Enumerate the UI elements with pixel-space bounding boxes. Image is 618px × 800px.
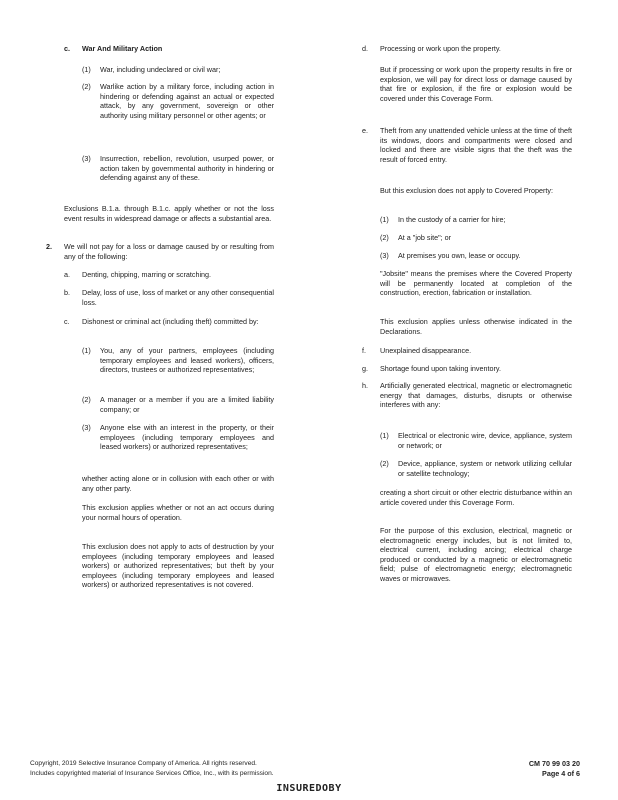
- energy-item-1: [362, 431, 572, 450]
- item-number: (2): [82, 82, 91, 91]
- form-number: CM 70 99 03 20: [528, 759, 580, 768]
- item-text: Shortage found upon taking inventory.: [380, 364, 501, 373]
- exclusions-note: Exclusions B.1.a. through B.1.c. apply whether or not the loss event results in widespread damage or affects a substantial area.: [64, 204, 274, 223]
- item-label: e.: [362, 126, 368, 135]
- item-number: (2): [380, 459, 389, 468]
- item-text: Unexplained disappearance.: [380, 346, 472, 355]
- item-text: At a "job site"; or: [398, 233, 452, 242]
- brand-watermark: INSUREDOBY: [276, 783, 342, 794]
- item-text: Insurrection, rebellion, revolution, usurped power, or action taken by governmental authority in hindering or defending against any of these.: [100, 154, 274, 183]
- war-item-2: [64, 82, 274, 120]
- item-text: At premises you own, lease or occupy.: [398, 251, 521, 260]
- item-number: (3): [82, 154, 91, 163]
- item-text: Electrical or electronic wire, device, appliance, system or network; or: [398, 431, 572, 450]
- dishonest-item-1: [64, 346, 274, 375]
- energy-item-2: [362, 459, 572, 478]
- item-text: Processing or work upon the property.: [380, 44, 501, 53]
- item-label: b.: [64, 288, 70, 297]
- war-item-1: [64, 65, 274, 75]
- item-text: Warlike action by a military force, including action in hindering or defending against an actual or expected attack, by any government, sovereign or other authority using military personnel or other agents; or: [100, 82, 274, 120]
- processing-more: But if processing or work upon the property results in fire or explosion, we will pay for direct loss or damage caused by that fire or explosion, if the fire or explosion would be covered under this Coverage Form.: [380, 65, 572, 103]
- item-text: Delay, loss of use, loss of market or any other consequential loss.: [82, 288, 274, 307]
- war-item-3: [64, 154, 274, 183]
- item-number: (1): [380, 215, 389, 224]
- item-label: d.: [362, 44, 368, 53]
- section-c-title: War And Military Action: [82, 44, 163, 53]
- item-label: g.: [362, 364, 368, 373]
- copyright-line-1: Copyright, 2019 Selective Insurance Company of America. All rights reserved.: [30, 760, 257, 767]
- item-number: (2): [380, 233, 389, 242]
- section-c-label: c.: [64, 44, 70, 53]
- item-number: (3): [380, 251, 389, 260]
- energy-purpose-text: For the purpose of this exclusion, electrical, magnetic or electromagnetic energy includes, but is not limited to, electrical current, including arcing; electrical charge produced or conducted by a magnetic or electromagnetic field; pulse of electromagnetic energy; electromagnetic waves or microwaves.: [380, 526, 572, 583]
- item-2b: [64, 288, 274, 307]
- item-text: In the custody of a carrier for hire;: [398, 215, 506, 224]
- item-text: Dishonest or criminal act (including theft) committed by:: [82, 317, 259, 326]
- item-2: [46, 242, 274, 261]
- dishonest-item-2: [64, 395, 274, 414]
- item-2-text: We will not pay for a loss or damage caused by or resulting from any of the following:: [64, 242, 274, 261]
- item-f: [362, 346, 572, 356]
- page-number: Page 4 of 6: [542, 768, 580, 778]
- item-e: [362, 126, 572, 164]
- dishonest-item-3: [64, 423, 274, 452]
- exclusion-applies-unless: This exclusion applies unless otherwise indicated in the Declarations.: [380, 317, 572, 336]
- item-number: (3): [82, 423, 91, 432]
- item-text: A manager or a member if you are a limited liability company; or: [100, 395, 274, 414]
- item-label: a.: [64, 270, 70, 279]
- item-text: You, any of your partners, employees (including temporary employees and leased workers), officers, directors, trustees or authorized representatives;: [100, 346, 274, 375]
- item-h: [362, 381, 572, 410]
- item-number: (2): [82, 395, 91, 404]
- form-footer: [500, 759, 580, 778]
- item-text: Device, appliance, system or network utilizing cellular or satellite technology;: [398, 459, 572, 478]
- item-g: [362, 364, 572, 374]
- item-number: (1): [82, 346, 91, 355]
- creating-short-circuit-text: creating a short circuit or other electric disturbance within an article covered under this Coverage Form.: [380, 488, 572, 507]
- exclusion-applies-text: This exclusion applies whether or not an act occurs during your normal hours of operation.: [82, 503, 274, 522]
- theft-item-2: [362, 233, 572, 243]
- item-number: (1): [82, 65, 91, 74]
- item-text: War, including undeclared or civil war;: [100, 65, 221, 74]
- item-2c: [64, 317, 274, 327]
- item-label: h.: [362, 381, 368, 390]
- theft-exception: But this exclusion does not apply to Covered Property:: [380, 186, 553, 195]
- theft-item-1: [362, 215, 572, 225]
- item-text: Artificially generated electrical, magnetic or electromagnetic energy that damages, disturbs, disrupts or otherwise interferes with any:: [380, 381, 572, 410]
- item-text: Anyone else with an interest in the property, or their employees (including temporary employees and leased workers) or authorized representatives;: [100, 423, 274, 452]
- copyright-line-2: Includes copyrighted material of Insurance Services Office, Inc., with its permission.: [30, 769, 274, 777]
- item-number: (1): [380, 431, 389, 440]
- item-text: Theft from any unattended vehicle unless at the time of theft its windows, doors and compartments were closed and locked and there are visible signs that the theft was the result of forced entry.: [380, 126, 572, 164]
- item-2a: [64, 270, 274, 280]
- item-text: Denting, chipping, marring or scratching.: [82, 270, 212, 279]
- jobsite-definition: "Jobsite" means the premises where the Covered Property will be permanently located at completion of the construction, erection, fabrication or installation.: [380, 269, 572, 298]
- item-d: [362, 44, 572, 54]
- item-2-number: 2.: [46, 242, 52, 251]
- whether-acting-text: whether acting alone or in collusion with each other or with any other party.: [82, 474, 274, 493]
- exclusion-not-apply-text: This exclusion does not apply to acts of destruction by your employees (including temporary employees and leased workers) or authorized representatives; but theft by your employees (including temporary employees and leased workers) or authorized representatives is not covered.: [82, 542, 274, 590]
- item-label: f.: [362, 346, 366, 355]
- copyright-footer: [30, 759, 430, 778]
- item-label: c.: [64, 317, 70, 326]
- theft-item-3: [362, 251, 572, 261]
